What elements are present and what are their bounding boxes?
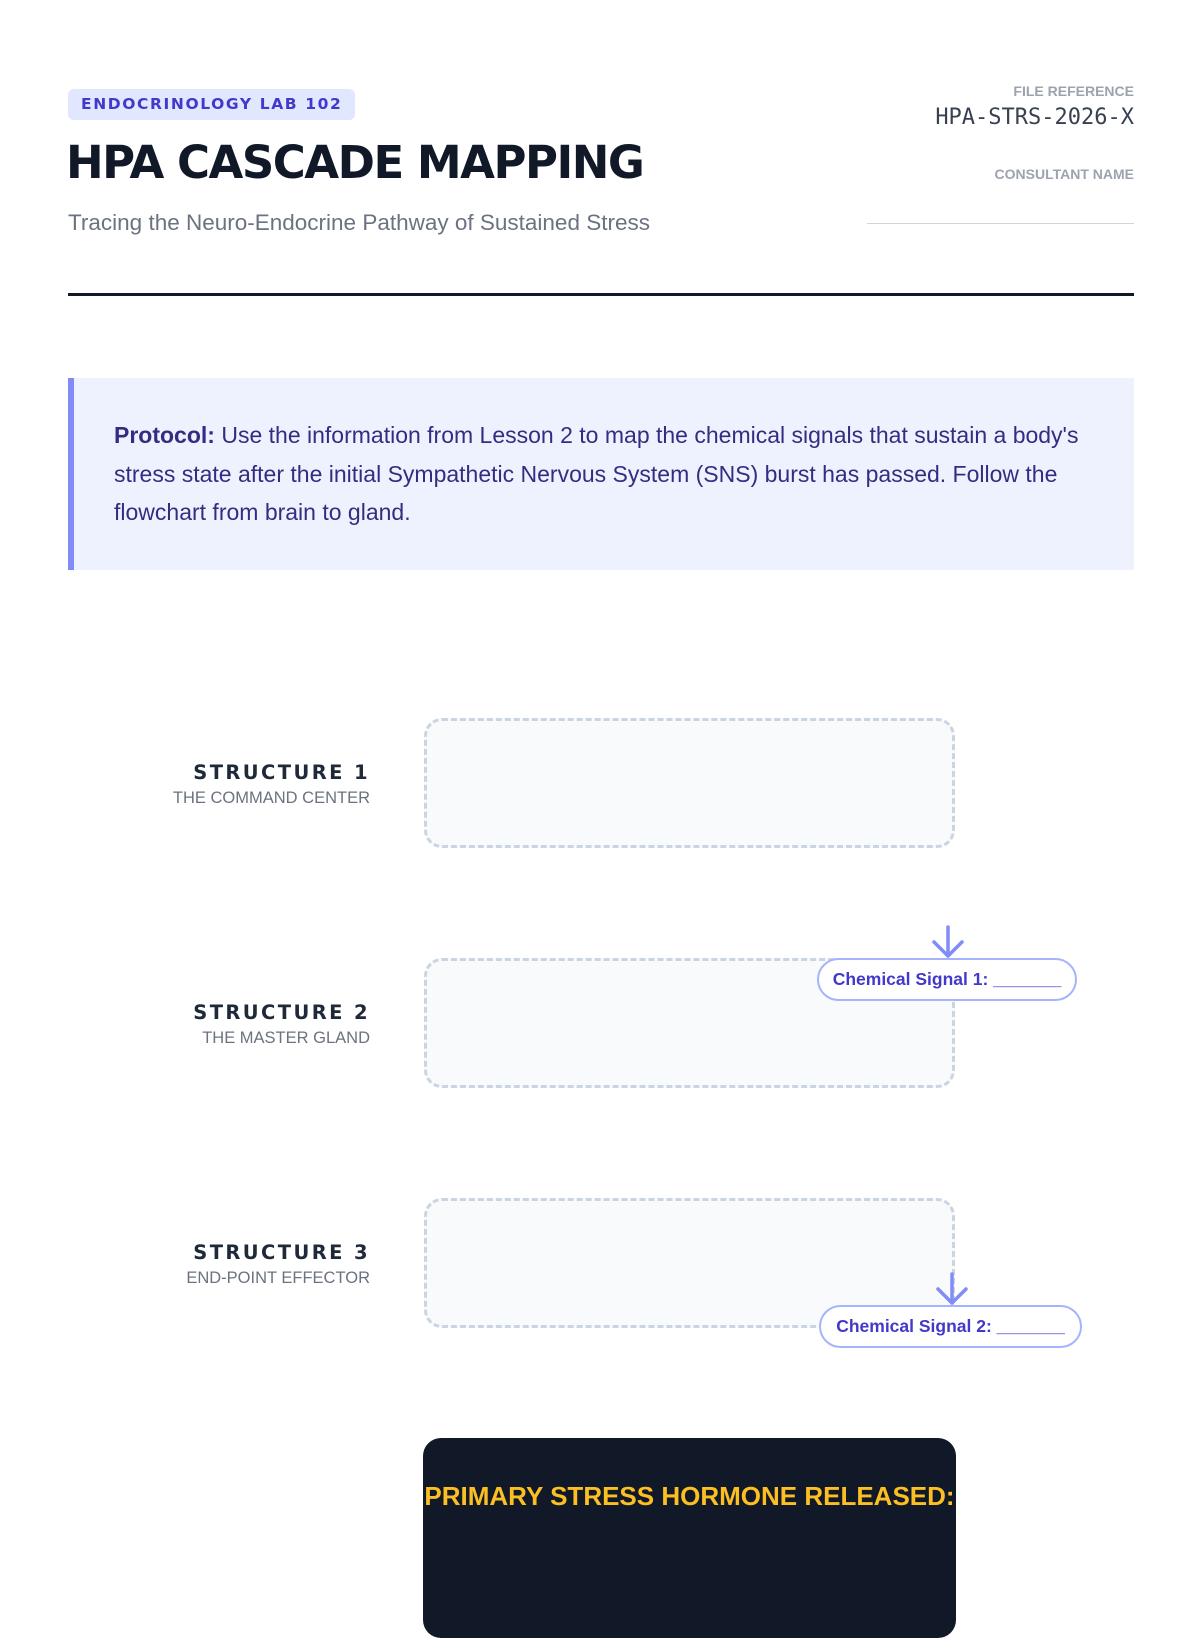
structure-3-name: STRUCTURE 3 (193, 1241, 370, 1264)
arrow-down-icon (930, 925, 966, 959)
structure-1-answer-box[interactable] (424, 718, 955, 848)
structure-2-name: STRUCTURE 2 (193, 1001, 370, 1024)
structure-3-description: END-POINT EFFECTOR (186, 1269, 370, 1287)
file-reference-label: FILE REFERENCE (1013, 83, 1134, 99)
consultant-name-label: CONSULTANT NAME (994, 166, 1134, 182)
structure-1-name: STRUCTURE 1 (193, 761, 370, 784)
structure-2-description: THE MASTER GLAND (202, 1029, 370, 1047)
arrow-down-icon (934, 1272, 970, 1306)
protocol-callout (68, 378, 1134, 570)
chemical-signal-1-pill[interactable]: Chemical Signal 1: _______ (817, 958, 1077, 1001)
header-divider (68, 293, 1134, 296)
page-subtitle: Tracing the Neuro-Endocrine Pathway of Sustained Stress (68, 210, 650, 235)
chemical-signal-2-pill[interactable]: Chemical Signal 2: _______ (819, 1305, 1082, 1348)
protocol-lead: Protocol: (114, 422, 215, 448)
structure-1-description: THE COMMAND CENTER (172, 789, 370, 807)
course-badge: ENDOCRINOLOGY LAB 102 (68, 89, 355, 120)
final-hormone-card[interactable] (423, 1438, 956, 1638)
protocol-text: Use the information from Lesson 2 to map the chemical signals that sustain a body's stress state after the initial Sympathetic Nervous System (SNS) burst has passed. Follow the flowchart from brain to gland. (114, 422, 1079, 525)
page-title: HPA CASCADE MAPPING (66, 136, 644, 189)
consultant-name-field[interactable] (867, 223, 1134, 224)
final-hormone-label: PRIMARY STRESS HORMONE RELEASED: (424, 1481, 955, 1511)
file-reference-value: HPA-STRS-2026-X (935, 105, 1134, 130)
